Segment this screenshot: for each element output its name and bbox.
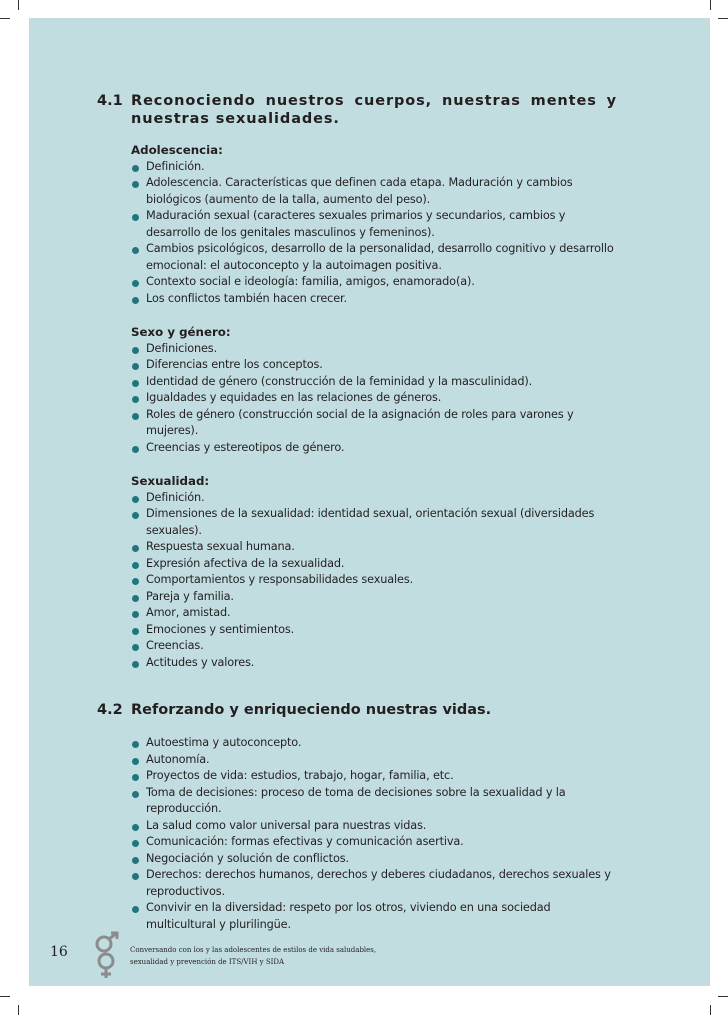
- list-item: Negociación y solución de conflictos.: [131, 851, 617, 868]
- bullet-dot-icon: [132, 181, 139, 188]
- list-item: Igualdades y equidades en las relaciones de géneros.: [131, 390, 617, 407]
- crop-mark: [18, 1005, 19, 1015]
- gender-symbols-icon: [90, 930, 126, 980]
- bullet-dot-icon: [132, 165, 139, 172]
- footer-line: sexualidad y prevención de ITS/VIH y SIDA: [130, 958, 285, 966]
- list-item: Respuesta sexual humana.: [131, 539, 617, 556]
- list-item: Maduración sexual (caracteres sexuales primarios y secundarios, cambios y desarrollo de los genitales masculinos y femeninos).: [131, 208, 617, 241]
- bullet-dot-icon: [132, 906, 139, 913]
- bullet-dot-icon: [132, 562, 139, 569]
- bullet-list-sexualidad: [131, 490, 617, 672]
- list-item: Autonomía.: [131, 752, 617, 769]
- list-item: Convivir en la diversidad: respeto por los otros, viviendo en una sociedad multicultural y plurilingüe.: [131, 900, 617, 933]
- list-item: Comportamientos y responsabilidades sexuales.: [131, 572, 617, 589]
- list-item: Los conflictos también hacen crecer.: [131, 291, 617, 308]
- list-item: Proyectos de vida: estudios, trabajo, hogar, familia, etc.: [131, 768, 617, 785]
- list-item: Pareja y familia.: [131, 589, 617, 606]
- list-item: Definiciones.: [131, 341, 617, 358]
- bullet-list-adolescencia: [131, 159, 617, 308]
- bullet-dot-icon: [132, 578, 139, 585]
- bullet-dot-icon: [132, 446, 139, 453]
- bullet-dot-icon: [132, 758, 139, 765]
- crop-mark: [710, 1005, 711, 1015]
- bullet-dot-icon: [132, 512, 139, 519]
- footer-publication-title: [130, 944, 430, 968]
- list-item: Comunicación: formas efectivas y comunicación asertiva.: [131, 834, 617, 851]
- bullet-dot-icon: [132, 247, 139, 254]
- list-item: Identidad de género (construcción de la feminidad y la masculinidad).: [131, 374, 617, 391]
- list-item: Roles de género (construcción social de la asignación de roles para varones y mujeres).: [131, 407, 617, 440]
- section-heading-4-1: [97, 92, 617, 128]
- list-item: Amor, amistad.: [131, 605, 617, 622]
- bullet-dot-icon: [132, 595, 139, 602]
- bullet-dot-icon: [132, 857, 139, 864]
- list-item: La salud como valor universal para nuestras vidas.: [131, 818, 617, 835]
- bullet-list-reforzando: [131, 735, 617, 933]
- bullet-dot-icon: [132, 280, 139, 287]
- crop-mark: [718, 18, 728, 19]
- bullet-dot-icon: [132, 545, 139, 552]
- bullet-dot-icon: [132, 396, 139, 403]
- list-item: Adolescencia. Características que definen cada etapa. Maduración y cambios biológicos (aumento de la talla, aumento del peso).: [131, 175, 617, 208]
- group-heading-adolescencia: Adolescencia:: [131, 143, 223, 157]
- bullet-list-sexo-y-genero: [131, 341, 617, 457]
- group-heading-sexo-y-genero: Sexo y género:: [131, 325, 231, 339]
- bullet-dot-icon: [132, 774, 139, 781]
- bullet-dot-icon: [132, 644, 139, 651]
- section-title: Reconociendo nuestros cuerpos, nuestras mentes y nuestras sexualidades.: [131, 93, 617, 127]
- section-heading-4-2: [97, 701, 617, 719]
- list-item: Contexto social e ideología: familia, amigos, enamorado(a).: [131, 274, 617, 291]
- list-item: Creencias y estereotipos de género.: [131, 440, 617, 457]
- crop-mark: [718, 996, 728, 997]
- bullet-dot-icon: [132, 214, 139, 221]
- footer-line: Conversando con los y las adolescentes de estilos de vida saludables,: [130, 946, 377, 954]
- bullet-dot-icon: [132, 347, 139, 354]
- list-item: Diferencias entre los conceptos.: [131, 357, 617, 374]
- bullet-dot-icon: [132, 380, 139, 387]
- list-item: Creencias.: [131, 638, 617, 655]
- bullet-dot-icon: [132, 791, 139, 798]
- list-item: Definición.: [131, 159, 617, 176]
- bullet-dot-icon: [132, 628, 139, 635]
- bullet-dot-icon: [132, 840, 139, 847]
- page-number: 16: [50, 944, 68, 960]
- bullet-dot-icon: [132, 611, 139, 618]
- list-item: Emociones y sentimientos.: [131, 622, 617, 639]
- list-item: Expresión afectiva de la sexualidad.: [131, 556, 617, 573]
- list-item: Actitudes y valores.: [131, 655, 617, 672]
- list-item: Autoestima y autoconcepto.: [131, 735, 617, 752]
- list-item: Dimensiones de la sexualidad: identidad sexual, orientación sexual (diversidades sexuales).: [131, 506, 617, 539]
- list-item: Cambios psicológicos, desarrollo de la personalidad, desarrollo cognitivo y desarrollo emocional: el autoconcepto y la autoimagen positiva.: [131, 241, 617, 274]
- page-content: [97, 92, 617, 933]
- bullet-dot-icon: [132, 363, 139, 370]
- section-title: Reforzando y enriqueciendo nuestras vidas.: [131, 702, 492, 718]
- crop-mark: [710, 0, 711, 10]
- bullet-dot-icon: [132, 413, 139, 420]
- section-number: 4.1: [97, 93, 123, 109]
- bullet-dot-icon: [132, 297, 139, 304]
- list-item: Derechos: derechos humanos, derechos y deberes ciudadanos, derechos sexuales y reproductivos.: [131, 867, 617, 900]
- list-item: Definición.: [131, 490, 617, 507]
- bullet-dot-icon: [132, 741, 139, 748]
- section-number: 4.2: [97, 702, 123, 718]
- crop-mark: [18, 0, 19, 10]
- group-heading-sexualidad: Sexualidad:: [131, 474, 210, 488]
- bullet-dot-icon: [132, 661, 139, 668]
- bullet-dot-icon: [132, 824, 139, 831]
- list-item: Toma de decisiones: proceso de toma de decisiones sobre la sexualidad y la reproducción.: [131, 785, 617, 818]
- bullet-dot-icon: [132, 496, 139, 503]
- crop-mark: [0, 18, 10, 19]
- bullet-dot-icon: [132, 873, 139, 880]
- crop-mark: [0, 996, 10, 997]
